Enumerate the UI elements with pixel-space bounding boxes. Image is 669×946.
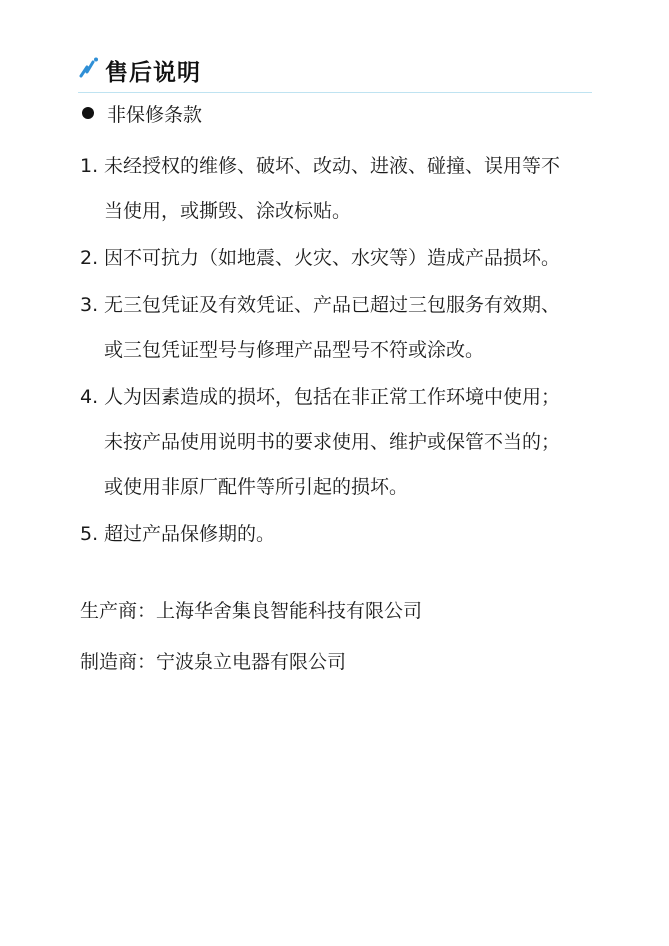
lightning-icon	[78, 56, 100, 82]
term-number: 5.	[80, 523, 99, 545]
producer-row	[80, 598, 422, 624]
term-number: 1.	[80, 155, 99, 177]
term-text-line: 无三包凭证及有效凭证、产品已超过三包服务有效期、	[104, 294, 561, 316]
company-info	[80, 598, 422, 700]
term-text-line: 或三包凭证型号与修理产品型号不符或涂改。	[104, 339, 485, 361]
term-item-5	[80, 512, 600, 557]
page-title: 售后说明	[105, 60, 201, 86]
term-item-2	[80, 236, 600, 281]
section-label: 非保修条款	[107, 103, 203, 126]
term-text-line: 当使用，或撕毁、涂改标贴。	[104, 200, 352, 222]
bullet-icon	[82, 107, 94, 119]
term-text-line: 人为因素造成的损坏，包括在非正常工作环境中使用；	[104, 386, 561, 408]
term-text-line: 因不可抗力（如地震、火灾、水灾等）造成产品损坏。	[104, 247, 561, 269]
term-text-line: 或使用非原厂配件等所引起的损坏。	[104, 476, 409, 498]
non-warranty-heading	[82, 99, 202, 127]
maker-label: 制造商：	[80, 651, 157, 673]
maker-row	[80, 649, 422, 675]
term-item-1	[80, 144, 600, 234]
term-number: 2.	[80, 247, 99, 269]
term-text-line: 未按产品使用说明书的要求使用、维护或保管不当的；	[104, 431, 561, 453]
term-number: 4.	[80, 386, 99, 408]
maker-name: 宁波泉立电器有限公司	[156, 651, 347, 673]
producer-label: 生产商：	[80, 600, 157, 622]
term-item-3	[80, 283, 600, 373]
term-text-line: 超过产品保修期的。	[104, 523, 276, 545]
terms-list	[80, 144, 600, 559]
section-header	[78, 52, 592, 93]
term-item-4	[80, 375, 600, 510]
term-text-line: 未经授权的维修、破坏、改动、进液、碰撞、误用等不	[104, 155, 561, 177]
producer-name: 上海华舍集良智能科技有限公司	[156, 600, 423, 622]
term-number: 3.	[80, 294, 99, 316]
